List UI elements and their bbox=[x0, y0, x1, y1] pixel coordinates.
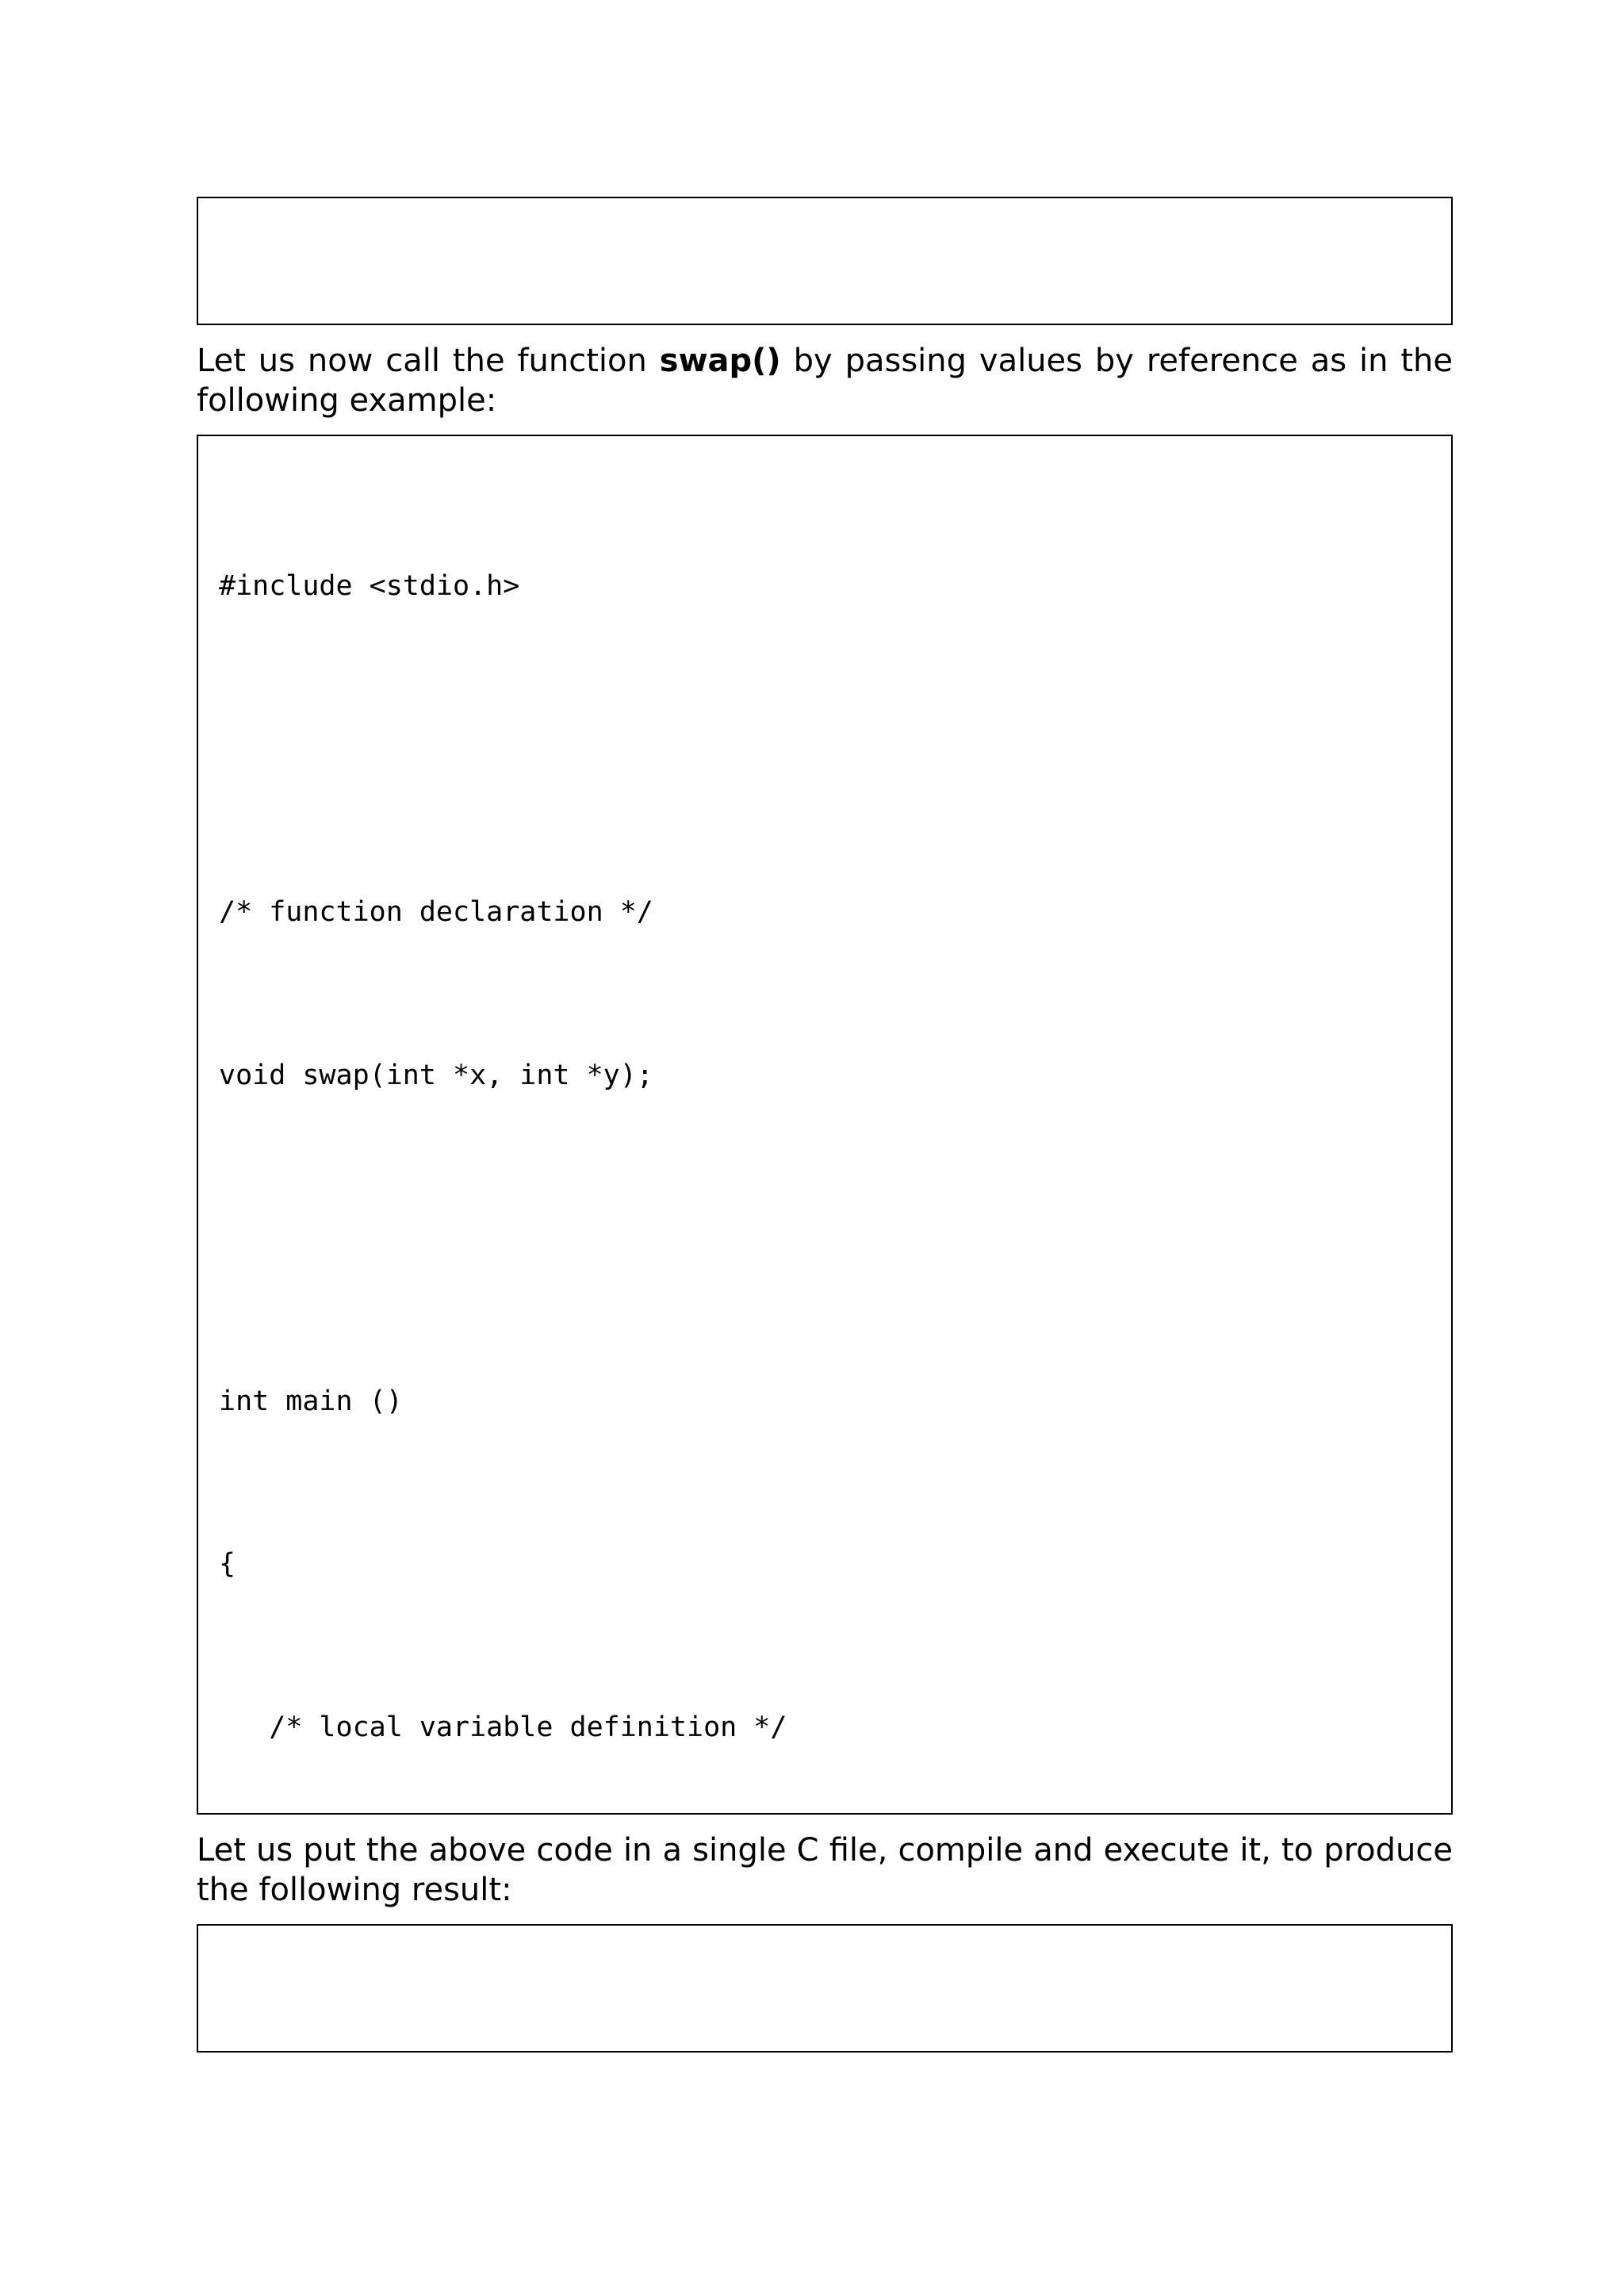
code-line: int main () bbox=[219, 1385, 403, 1417]
output-line bbox=[219, 2049, 1431, 2053]
code-line bbox=[219, 723, 1431, 777]
paragraph-call-swap bbox=[197, 341, 1453, 420]
paragraph-text: Let us now call the function bbox=[197, 343, 660, 379]
code-line bbox=[219, 1211, 1431, 1266]
function-name-swap: swap() bbox=[659, 343, 781, 379]
code-block-output bbox=[197, 1924, 1453, 2053]
code-line: void swap(int *x, int *y); bbox=[219, 1059, 653, 1091]
paragraph-text: by passing values by reference as in the following example: bbox=[197, 343, 1454, 419]
code-line bbox=[219, 321, 1431, 325]
code-line: /* local variable definition */ bbox=[219, 1711, 787, 1743]
code-line: #include <stdio.h> bbox=[219, 570, 520, 602]
paragraph-compile-result: Let us put the above code in a single C file, compile and execute it, to produce the following result: bbox=[197, 1832, 1453, 1908]
document-page bbox=[197, 197, 1453, 2053]
code-block-function-end bbox=[197, 197, 1453, 325]
code-line: { bbox=[219, 1548, 236, 1580]
code-line: /* function declaration */ bbox=[219, 896, 653, 928]
code-block-example-program bbox=[197, 435, 1453, 1815]
